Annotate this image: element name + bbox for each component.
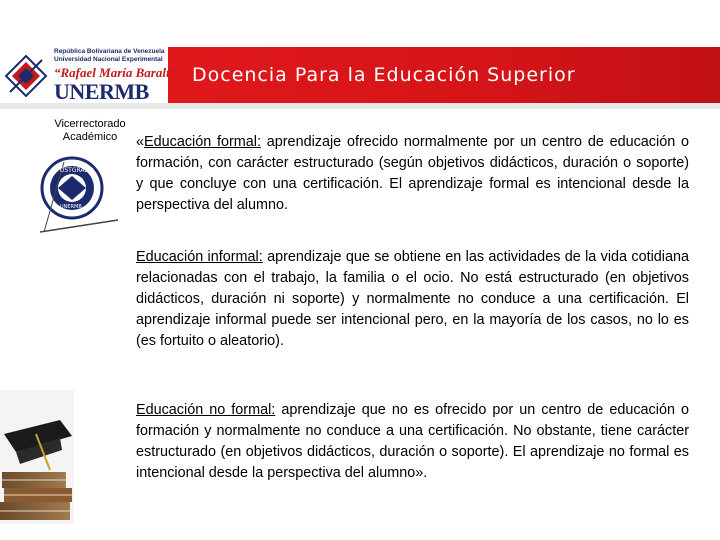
page-title: Docencia Para la Educación Superior bbox=[192, 64, 576, 86]
logo-university: Universidad Nacional Experimental bbox=[54, 56, 163, 63]
paragraph-no-formal bbox=[136, 400, 689, 484]
postgrado-seal-icon bbox=[22, 150, 122, 238]
logo-name: “Rafael María Baralt” bbox=[54, 65, 177, 80]
graduation-cap-icon bbox=[0, 390, 74, 524]
term-formal: Educación formal: bbox=[144, 134, 261, 150]
vice-line-2: Académico bbox=[62, 131, 118, 143]
paragraph-formal bbox=[136, 132, 689, 216]
university-emblem-icon bbox=[4, 54, 48, 98]
vice-line-1: Vicerrectorado bbox=[54, 118, 126, 130]
logo-acronym: UNERMB bbox=[54, 79, 149, 104]
logo-country: República Bolivariana de Venezuela bbox=[54, 48, 165, 55]
definition-no-formal: aprendizaje que no es ofrecido por un centro de educación o formación y normalmente no conduce a una certificación. No obstante, tiene carácter estructurado (en objetivos didácticos, duración o soporte). El aprendizaje no formal es intencional desde la perspectiva del alumno». bbox=[136, 402, 690, 481]
paragraph-informal bbox=[136, 247, 689, 352]
quote-open: « bbox=[136, 134, 145, 150]
seal-bottom-text: UNERMB bbox=[60, 204, 82, 210]
vicerrectorado-label bbox=[40, 118, 140, 144]
definition-informal: aprendizaje que se obtiene en las actividades de la vida cotidiana relacionadas con el trabajo, la familia o el ocio. No está estructurado (en objetivos didácticos, duración ni soporte) y normalmente no conduce a una certificación. El aprendizaje informal puede ser intencional pero, en la mayoría de los casos, no lo es (es fortuito o aleatorio). bbox=[136, 249, 689, 349]
term-informal: Educación informal: bbox=[136, 249, 263, 265]
seal-top-text: POSTGRADO bbox=[56, 167, 94, 174]
header-banner bbox=[0, 0, 720, 112]
definition-formal: aprendizaje ofrecido normalmente por un centro de educación o formación, con carácter estructurado (según objetivos didácticos, duración o soporte) y que concluye con una certificación. El aprendizaje formal es intencional desde la perspectiva del alumno. bbox=[136, 134, 689, 213]
term-no-formal: Educación no formal: bbox=[136, 402, 276, 418]
university-logo bbox=[2, 46, 177, 106]
